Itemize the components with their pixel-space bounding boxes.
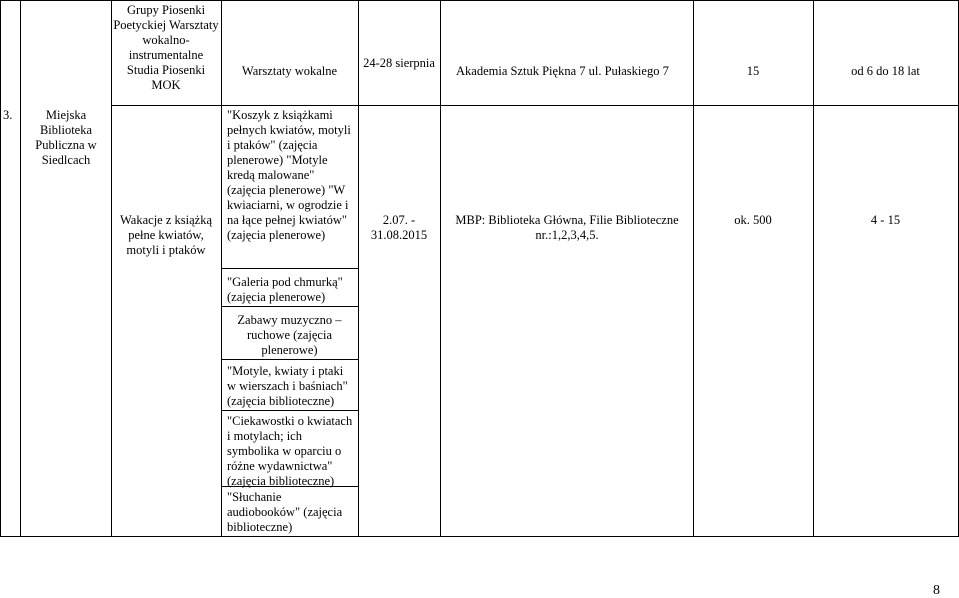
organizer-name: Miejska Biblioteka Publiczna w Siedlcach [35,108,97,167]
activity-item: "Słuchanie audiobooków" (zajęcia biblioteczne) [227,490,343,534]
prev-age-range: od 6 do 18 lat [851,64,920,78]
prev-participants: 15 [746,64,760,78]
activity-item: "Ciekawostki o kwiatach i motylach; ich symbolika w oparciu o różne wydawnictwa" (zajęcia biblioteczne) [227,414,353,488]
activity-item: "Motyle, kwiaty i ptaki w wierszach i baśniach" (zajęcia biblioteczne) [227,364,348,408]
program-dates: 2.07. - 31.08.2015 [370,213,428,242]
page-number: 8 [933,583,940,598]
activity-item: "Koszyk z książkami pełnych kwiatów, motyli i ptaków" (zajęcia plenerowe) "Motyle kredą malowane" (zajęcia plenerowe) "W kwiaciarni, w ogrodzie i na łące pełnej kwiatów" (zajęcia plenerowe) [227,108,351,242]
prev-activity-title: Warsztaty wokalne [241,64,338,78]
program-place: MBP: Biblioteka Główna, Filie Biblioteczne nr.:1,2,3,4,5. [455,213,679,242]
program-participants: ok. 500 [734,213,772,227]
prev-place: Akademia Sztuk Piękna 7 ul. Pułaskiego 7 [456,64,669,78]
activity-item: Zabawy muzyczno – ruchowe (zajęcia plenerowe) [237,313,342,357]
program-age-range: 4 - 15 [870,213,901,227]
row-number: 3. [3,108,13,122]
program-title: Wakacje z książką pełne kwiatów, motyli i ptaków [120,213,212,257]
prev-group-name: Grupy Piosenki Poetyckiej Warsztaty wokalno-instrumentalne Studia Piosenki MOK [113,3,219,92]
activity-item: "Galeria pod chmurką" (zajęcia plenerowe) [227,275,343,304]
prev-dates: 24-28 sierpnia [363,56,435,70]
